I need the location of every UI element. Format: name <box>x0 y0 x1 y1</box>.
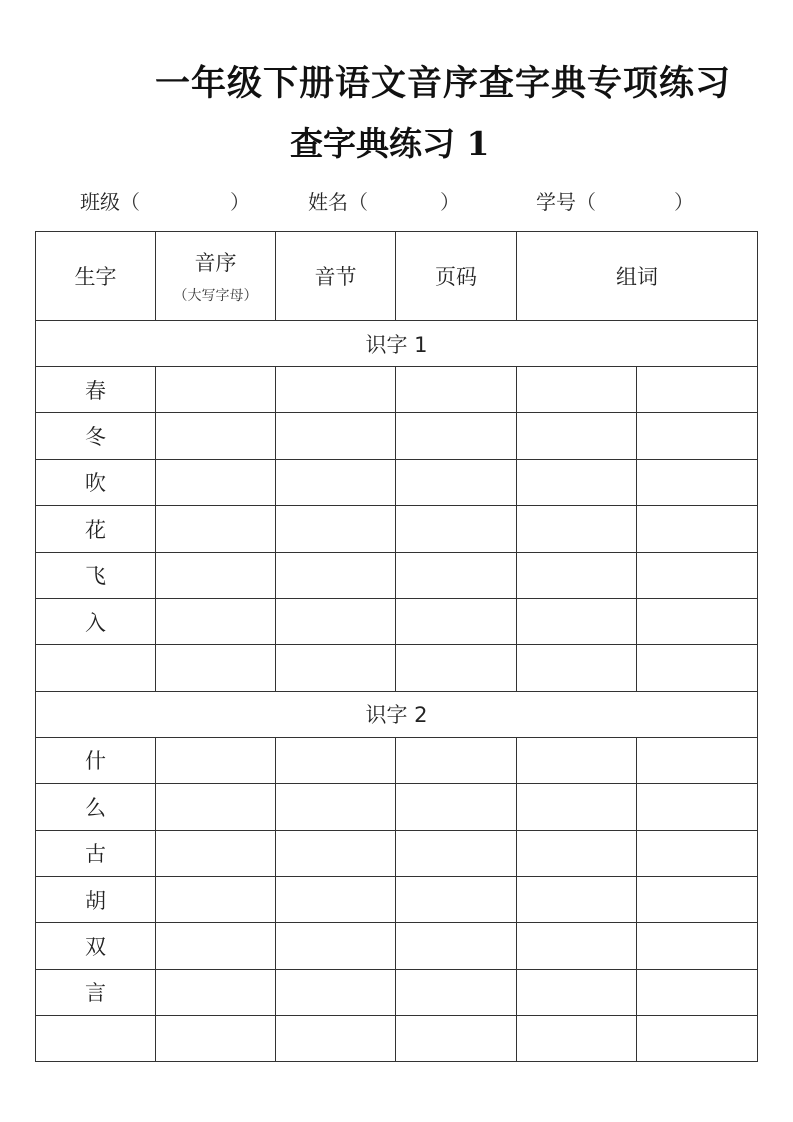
page-cell[interactable] <box>396 367 517 413</box>
word-cell-2[interactable] <box>637 830 758 876</box>
table-row <box>36 598 758 644</box>
word-cell-2[interactable] <box>637 923 758 969</box>
char-cell: 胡 <box>36 876 156 922</box>
word-cell-1[interactable] <box>517 876 637 922</box>
char-cell <box>36 1016 156 1062</box>
header-char: 生字 <box>36 232 156 321</box>
word-cell-2[interactable] <box>637 784 758 830</box>
phonetic-order-cell[interactable] <box>156 552 276 598</box>
paren-open: （ <box>576 190 596 214</box>
table-row <box>36 876 758 922</box>
section-row <box>36 691 758 737</box>
paren-open: （ <box>120 190 140 214</box>
table-row <box>36 506 758 552</box>
char-cell: 冬 <box>36 413 156 459</box>
paren-close: ） <box>674 190 694 214</box>
page-cell[interactable] <box>396 598 517 644</box>
table-row <box>36 1016 758 1062</box>
table-row <box>36 969 758 1015</box>
char-cell: 飞 <box>36 552 156 598</box>
page-cell[interactable] <box>396 923 517 969</box>
header-syllable: 音节 <box>276 232 396 321</box>
phonetic-order-cell[interactable] <box>156 1016 276 1062</box>
char-cell: 古 <box>36 830 156 876</box>
header-phonetic-order <box>156 232 276 321</box>
table-row <box>36 459 758 505</box>
word-cell-2[interactable] <box>637 598 758 644</box>
word-cell-1[interactable] <box>517 969 637 1015</box>
word-cell-2[interactable] <box>637 459 758 505</box>
char-cell: 什 <box>36 737 156 783</box>
syllable-cell[interactable] <box>276 1016 396 1062</box>
page-cell[interactable] <box>396 506 517 552</box>
word-cell-2[interactable] <box>637 969 758 1015</box>
word-cell-1[interactable] <box>517 830 637 876</box>
class-field <box>80 186 250 215</box>
word-cell-1[interactable] <box>517 459 637 505</box>
table-row <box>36 737 758 783</box>
number-field <box>536 186 694 215</box>
exercise-subtitle: 查字典练习 1 <box>290 124 490 163</box>
phonetic-order-cell[interactable] <box>156 876 276 922</box>
word-cell-1[interactable] <box>517 737 637 783</box>
page-cell[interactable] <box>396 413 517 459</box>
word-cell-1[interactable] <box>517 552 637 598</box>
syllable-cell[interactable] <box>276 506 396 552</box>
phonetic-order-cell[interactable] <box>156 506 276 552</box>
header-words: 组词 <box>517 232 758 321</box>
section-label: 识字 1 <box>36 321 758 367</box>
phonetic-order-cell[interactable] <box>156 737 276 783</box>
word-cell-1[interactable] <box>517 1016 637 1062</box>
word-cell-2[interactable] <box>637 1016 758 1062</box>
word-cell-2[interactable] <box>637 552 758 598</box>
table-row <box>36 645 758 691</box>
page-cell[interactable] <box>396 1016 517 1062</box>
paren-open: （ <box>348 190 368 214</box>
syllable-cell[interactable] <box>276 598 396 644</box>
char-cell <box>36 645 156 691</box>
phonetic-order-cell[interactable] <box>156 784 276 830</box>
word-cell-1[interactable] <box>517 506 637 552</box>
section-row <box>36 321 758 367</box>
page-cell[interactable] <box>396 969 517 1015</box>
syllable-cell[interactable] <box>276 969 396 1015</box>
table-row <box>36 923 758 969</box>
word-cell-1[interactable] <box>517 923 637 969</box>
syllable-cell[interactable] <box>276 645 396 691</box>
page-cell[interactable] <box>396 876 517 922</box>
syllable-cell[interactable] <box>276 552 396 598</box>
word-cell-2[interactable] <box>637 645 758 691</box>
word-cell-2[interactable] <box>637 367 758 413</box>
phonetic-order-cell[interactable] <box>156 413 276 459</box>
word-cell-1[interactable] <box>517 784 637 830</box>
phonetic-order-cell[interactable] <box>156 367 276 413</box>
table-row <box>36 830 758 876</box>
phonetic-order-cell[interactable] <box>156 830 276 876</box>
char-cell: 吹 <box>36 459 156 505</box>
char-cell: 言 <box>36 969 156 1015</box>
page-cell[interactable] <box>396 552 517 598</box>
word-cell-1[interactable] <box>517 413 637 459</box>
syllable-cell[interactable] <box>276 413 396 459</box>
syllable-cell[interactable] <box>276 876 396 922</box>
syllable-cell[interactable] <box>276 923 396 969</box>
paren-close: ） <box>440 190 460 214</box>
char-cell: 么 <box>36 784 156 830</box>
char-cell: 入 <box>36 598 156 644</box>
phonetic-order-cell[interactable] <box>156 459 276 505</box>
syllable-cell[interactable] <box>276 367 396 413</box>
word-cell-1[interactable] <box>517 645 637 691</box>
dictionary-worksheet-table <box>35 231 758 1062</box>
number-label: 学号 <box>536 190 576 214</box>
syllable-cell[interactable] <box>276 737 396 783</box>
header-phonetic-order-note: （大写字母） <box>173 288 258 304</box>
page-cell[interactable] <box>396 737 517 783</box>
class-label: 班级 <box>80 190 120 214</box>
page-cell[interactable] <box>396 459 517 505</box>
syllable-cell[interactable] <box>276 830 396 876</box>
table-row <box>36 552 758 598</box>
word-cell-2[interactable] <box>637 737 758 783</box>
paren-close: ） <box>230 190 250 214</box>
page-title: 一年级下册语文音序查字典专项练习 <box>155 63 732 104</box>
name-label: 姓名 <box>308 190 348 214</box>
phonetic-order-cell[interactable] <box>156 969 276 1015</box>
table-header-row <box>36 232 758 321</box>
page-cell[interactable] <box>396 784 517 830</box>
table-row <box>36 413 758 459</box>
word-cell-2[interactable] <box>637 876 758 922</box>
word-cell-2[interactable] <box>637 506 758 552</box>
page-cell[interactable] <box>396 830 517 876</box>
word-cell-1[interactable] <box>517 367 637 413</box>
page-cell[interactable] <box>396 645 517 691</box>
phonetic-order-cell[interactable] <box>156 923 276 969</box>
phonetic-order-cell[interactable] <box>156 645 276 691</box>
word-cell-2[interactable] <box>637 413 758 459</box>
name-field <box>308 186 460 215</box>
section-label: 识字 2 <box>36 691 758 737</box>
table-row <box>36 784 758 830</box>
syllable-cell[interactable] <box>276 784 396 830</box>
table-row <box>36 367 758 413</box>
char-cell: 花 <box>36 506 156 552</box>
header-page: 页码 <box>396 232 517 321</box>
header-phonetic-order-label: 音序 <box>194 251 237 275</box>
char-cell: 双 <box>36 923 156 969</box>
syllable-cell[interactable] <box>276 459 396 505</box>
char-cell: 春 <box>36 367 156 413</box>
word-cell-1[interactable] <box>517 598 637 644</box>
phonetic-order-cell[interactable] <box>156 598 276 644</box>
